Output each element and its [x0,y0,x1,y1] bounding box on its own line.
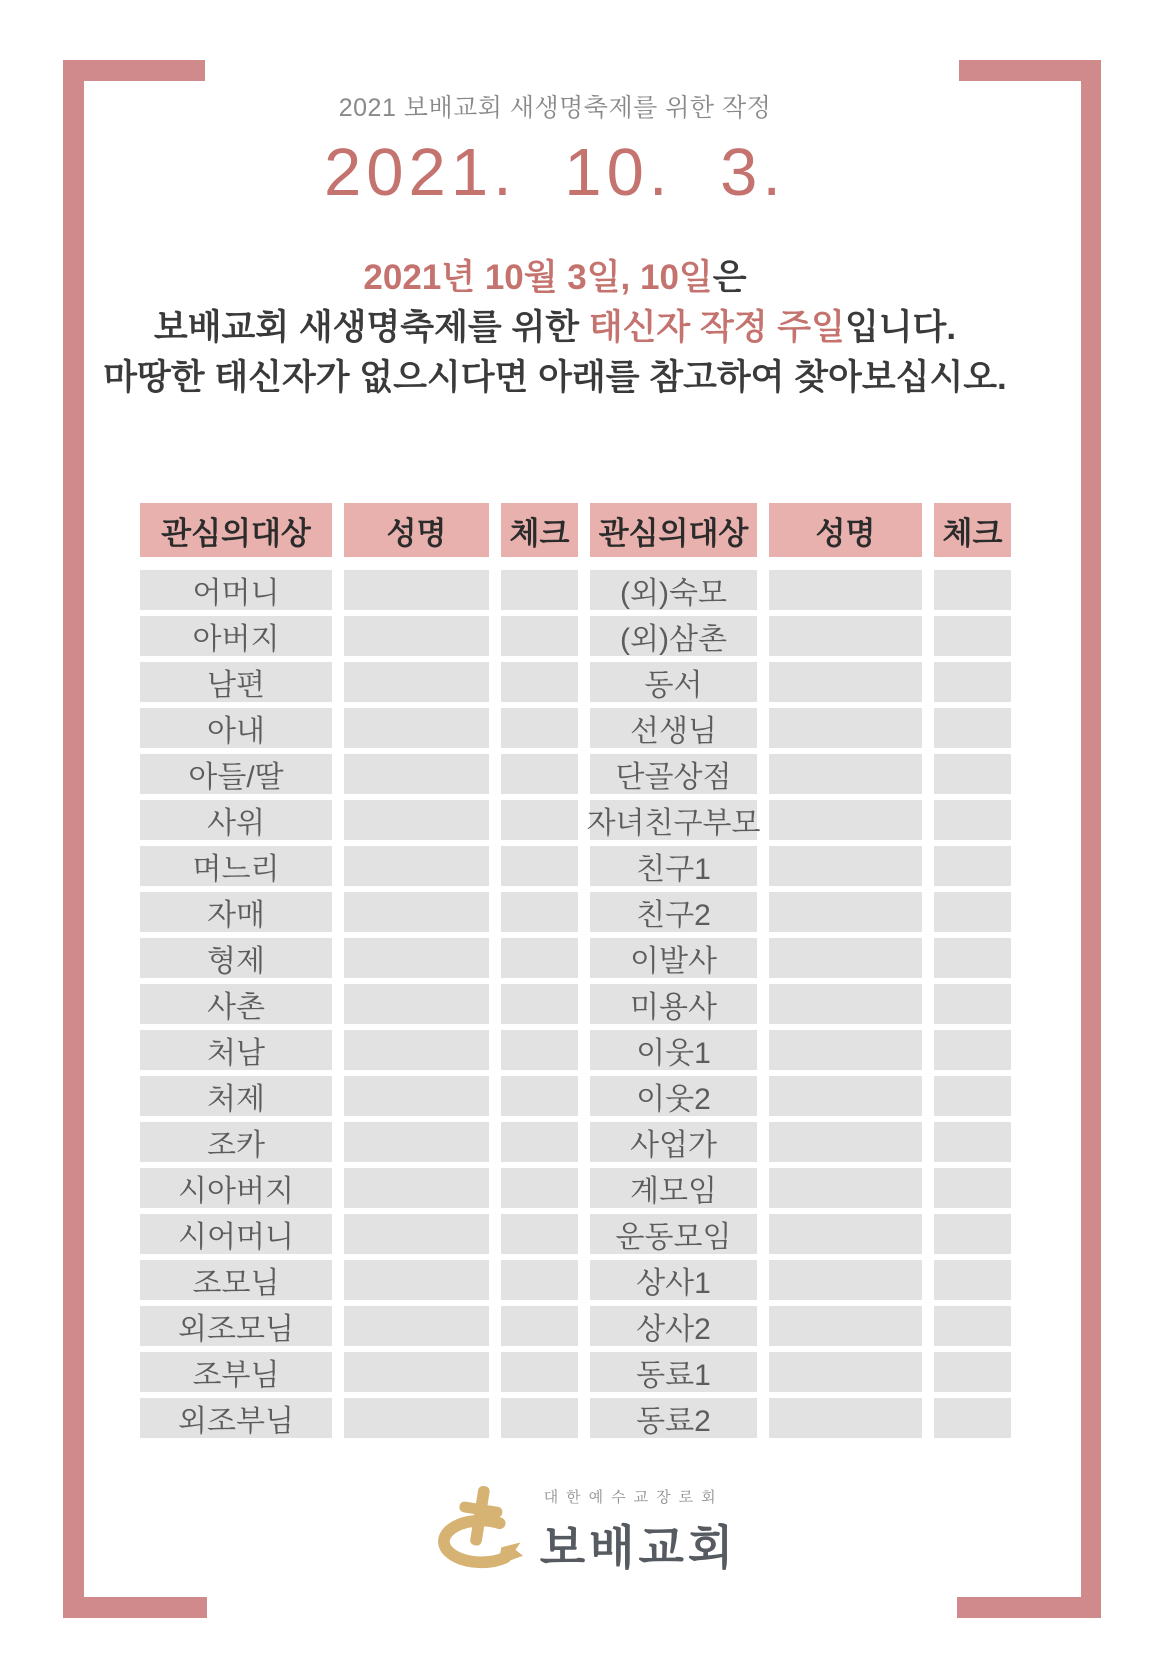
footer-logo [0,1482,1165,1582]
category-cell: 상사2 [590,1306,757,1346]
name-blank-cell [344,1076,489,1116]
name-blank-cell [769,754,922,794]
category-cell: 선생님 [590,708,757,748]
check-blank-cell [501,1352,578,1392]
check-blank-cell [934,1398,1011,1438]
name-blank-cell [344,1306,489,1346]
category-cell: 아들/딸 [140,754,332,794]
category-cell: 미용사 [590,984,757,1024]
category-cell: 조부님 [140,1352,332,1392]
category-cell: (외)숙모 [590,570,757,610]
name-blank-cell [344,1122,489,1162]
check-blank-cell [934,662,1011,702]
intro-line-2-pre: 보배교회 새생명축제를 위한 [153,308,589,347]
category-cell: 시어머니 [140,1214,332,1254]
church-name: 보배교회 [539,1521,738,1574]
check-blank-cell [501,1122,578,1162]
category-cell: 아내 [140,708,332,748]
name-blank-cell [344,754,489,794]
check-blank-cell [934,708,1011,748]
intro-line-1-highlight: 2021년 10월 3일, 10일 [363,258,713,297]
check-blank-cell [934,1030,1011,1070]
name-blank-cell [344,708,489,748]
name-blank-cell [344,846,489,886]
check-blank-cell [501,892,578,932]
check-blank-cell [501,1030,578,1070]
table-header-cell: 성명 [344,503,489,557]
check-blank-cell [934,1306,1011,1346]
name-blank-cell [344,616,489,656]
category-cell: 조카 [140,1122,332,1162]
check-blank-cell [501,662,578,702]
check-blank-cell [934,1214,1011,1254]
category-cell: 단골상점 [590,754,757,794]
table-header-cell: 관심의대상 [140,503,332,557]
category-cell: 외조모님 [140,1306,332,1346]
category-cell: 자녀친구부모 [590,800,757,840]
check-blank-cell [501,1076,578,1116]
name-blank-cell [344,800,489,840]
category-cell: 사위 [140,800,332,840]
name-blank-cell [769,1352,922,1392]
check-blank-cell [934,1260,1011,1300]
check-blank-cell [501,1306,578,1346]
table-header-cell: 체크 [934,503,1011,557]
check-blank-cell [501,754,578,794]
category-cell: 동서 [590,662,757,702]
category-cell: 사업가 [590,1122,757,1162]
cross-swoosh-icon [428,1482,528,1582]
check-blank-cell [501,708,578,748]
name-blank-cell [769,938,922,978]
category-cell: 형제 [140,938,332,978]
check-blank-cell [934,570,1011,610]
intro-line-2-post: 입니다. [844,308,957,347]
intro-line-2-highlight: 태신자 작정 주일 [588,308,845,347]
table-header-cell: 성명 [769,503,922,557]
name-blank-cell [769,1030,922,1070]
name-blank-cell [769,1398,922,1438]
name-blank-cell [769,1214,922,1254]
name-blank-cell [344,1168,489,1208]
category-cell: 운동모임 [590,1214,757,1254]
check-blank-cell [934,846,1011,886]
check-blank-cell [934,1076,1011,1116]
name-blank-cell [344,662,489,702]
category-cell: 이웃2 [590,1076,757,1116]
poster-date: 2021. 10. 3. [324,135,786,210]
name-blank-cell [769,1260,922,1300]
frame-left-bar [63,60,84,1618]
name-blank-cell [769,1076,922,1116]
name-blank-cell [769,1168,922,1208]
frame-bottom-right-corner [957,1597,1101,1618]
frame-top-left-corner [63,60,205,81]
category-cell: 계모임 [590,1168,757,1208]
check-blank-cell [934,938,1011,978]
check-blank-cell [934,984,1011,1024]
category-cell: 시아버지 [140,1168,332,1208]
frame-right-bar [1081,60,1101,1618]
header [84,88,1081,211]
intro-line-3: 마땅한 태신자가 없으시다면 아래를 참고하여 찾아보십시오. [103,358,1007,397]
check-blank-cell [934,1122,1011,1162]
name-blank-cell [344,570,489,610]
check-blank-cell [934,892,1011,932]
intro-line-1-rest: 은 [712,258,747,297]
check-blank-cell [501,984,578,1024]
category-cell: 외조부님 [140,1398,332,1438]
check-blank-cell [501,616,578,656]
name-blank-cell [344,1352,489,1392]
category-cell: 상사1 [590,1260,757,1300]
intro-paragraph [84,253,1081,403]
name-blank-cell [344,1214,489,1254]
check-blank-cell [934,1352,1011,1392]
intro-line-2 [84,303,1026,353]
name-blank-cell [769,1306,922,1346]
name-blank-cell [769,892,922,932]
table-header-cell: 체크 [501,503,578,557]
check-blank-cell [501,570,578,610]
category-cell: 자매 [140,892,332,932]
category-cell: 이웃1 [590,1030,757,1070]
category-cell: 친구1 [590,846,757,886]
table-header-cell: 관심의대상 [590,503,757,557]
frame-bottom-left-corner [63,1597,207,1618]
check-blank-cell [501,800,578,840]
name-blank-cell [344,1260,489,1300]
logo-text [540,1486,738,1578]
name-blank-cell [769,800,922,840]
check-blank-cell [934,800,1011,840]
name-blank-cell [769,616,922,656]
check-blank-cell [501,846,578,886]
check-blank-cell [934,1168,1011,1208]
category-cell: 이발사 [590,938,757,978]
category-cell: 아버지 [140,616,332,656]
category-cell: 어머니 [140,570,332,610]
category-cell: 며느리 [140,846,332,886]
name-blank-cell [769,708,922,748]
name-blank-cell [344,938,489,978]
check-blank-cell [934,616,1011,656]
check-blank-cell [501,1398,578,1438]
name-blank-cell [769,846,922,886]
category-cell: 친구2 [590,892,757,932]
check-blank-cell [501,938,578,978]
name-blank-cell [344,1030,489,1070]
prospect-table [140,503,1014,1438]
name-blank-cell [769,1122,922,1162]
intro-line-1 [84,253,1026,303]
category-cell: 남편 [140,662,332,702]
name-blank-cell [769,984,922,1024]
frame-top-right-corner [959,60,1101,81]
name-blank-cell [344,984,489,1024]
poster-subtitle: 2021 보배교회 새생명축제를 위한 작정 [338,94,772,122]
category-cell: 처제 [140,1076,332,1116]
name-blank-cell [344,1398,489,1438]
category-cell: 동료1 [590,1352,757,1392]
name-blank-cell [769,662,922,702]
category-cell: (외)삼촌 [590,616,757,656]
category-cell: 사촌 [140,984,332,1024]
check-blank-cell [501,1260,578,1300]
check-blank-cell [934,754,1011,794]
check-blank-cell [501,1214,578,1254]
denomination-label: 대한예수교장로회 [543,1489,724,1506]
name-blank-cell [769,570,922,610]
name-blank-cell [344,892,489,932]
category-cell: 동료2 [590,1398,757,1438]
check-blank-cell [501,1168,578,1208]
category-cell: 처남 [140,1030,332,1070]
category-cell: 조모님 [140,1260,332,1300]
